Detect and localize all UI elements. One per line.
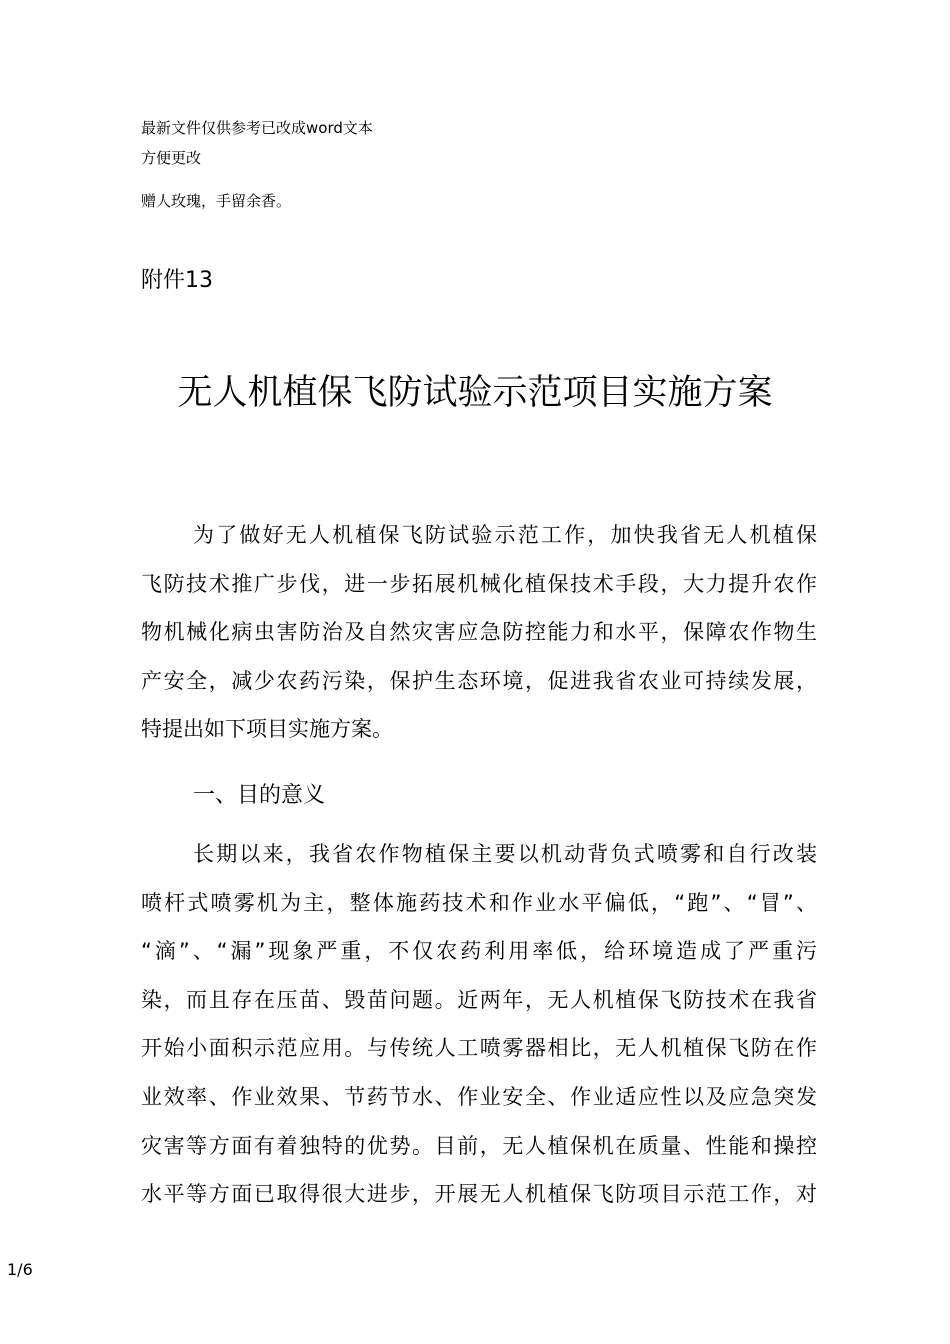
paragraph-line: 产安全，减少农药污染，保护生态环境，促进我省农业可持续发展， bbox=[141, 668, 817, 693]
document-title: 无人机植保飞防试验示范项目实施方案 bbox=[177, 373, 773, 413]
paragraph-line: “滴”、“漏”现象严重，不仅农药利用率低，给环境造成了严重污 bbox=[141, 939, 817, 964]
paragraph-line: 业效率、作业效果、节药节水、作业安全、作业适应性以及应急突发 bbox=[141, 1084, 817, 1109]
header-note-line: 方便更改 bbox=[141, 149, 202, 167]
paragraph-line: 开始小面积示范应用。与传统人工喷雾器相比，无人机植保飞防在作 bbox=[141, 1036, 817, 1061]
paragraph-line: 为了做好无人机植保飞防试验示范工作，加快我省无人机植保 bbox=[193, 523, 817, 547]
paragraph-line: 飞防技术推广步伐，进一步拓展机械化植保技术手段，大力提升农作 bbox=[141, 571, 817, 596]
paragraph-line: 特提出如下项目实施方案。 bbox=[141, 717, 393, 742]
section-heading: 一、目的意义 bbox=[193, 783, 326, 808]
section-paragraph bbox=[141, 830, 817, 1219]
paragraph-line: 水平等方面已取得很大进步，开展无人机植保飞防项目示范工作，对 bbox=[141, 1182, 817, 1207]
paragraph-line: 物机械化病虫害防治及自然灾害应急防控能力和水平，保障农作物生 bbox=[141, 620, 817, 645]
paragraph-line: 长期以来，我省农作物植保主要以机动背负式喷雾和自行改装 bbox=[193, 842, 817, 866]
paragraph-line: 灾害等方面有着独特的优势。目前，无人植保机在质量、性能和操控 bbox=[141, 1133, 817, 1158]
attachment-label: 附件13 bbox=[141, 268, 213, 293]
paragraph-line: 染，而且存在压苗、毁苗问题。近两年，无人机植保飞防技术在我省 bbox=[141, 987, 817, 1012]
header-note-line: 最新文件仅供参考已改成word文本 bbox=[141, 119, 373, 137]
paragraph-line: 喷杆式喷雾机为主，整体施药技术和作业水平偏低，“跑”、“冒”、 bbox=[141, 890, 817, 915]
page-number: 1/6 bbox=[7, 1260, 33, 1279]
header-note-line: 赠人玫瑰，手留余香。 bbox=[141, 192, 292, 210]
intro-paragraph bbox=[141, 511, 817, 754]
